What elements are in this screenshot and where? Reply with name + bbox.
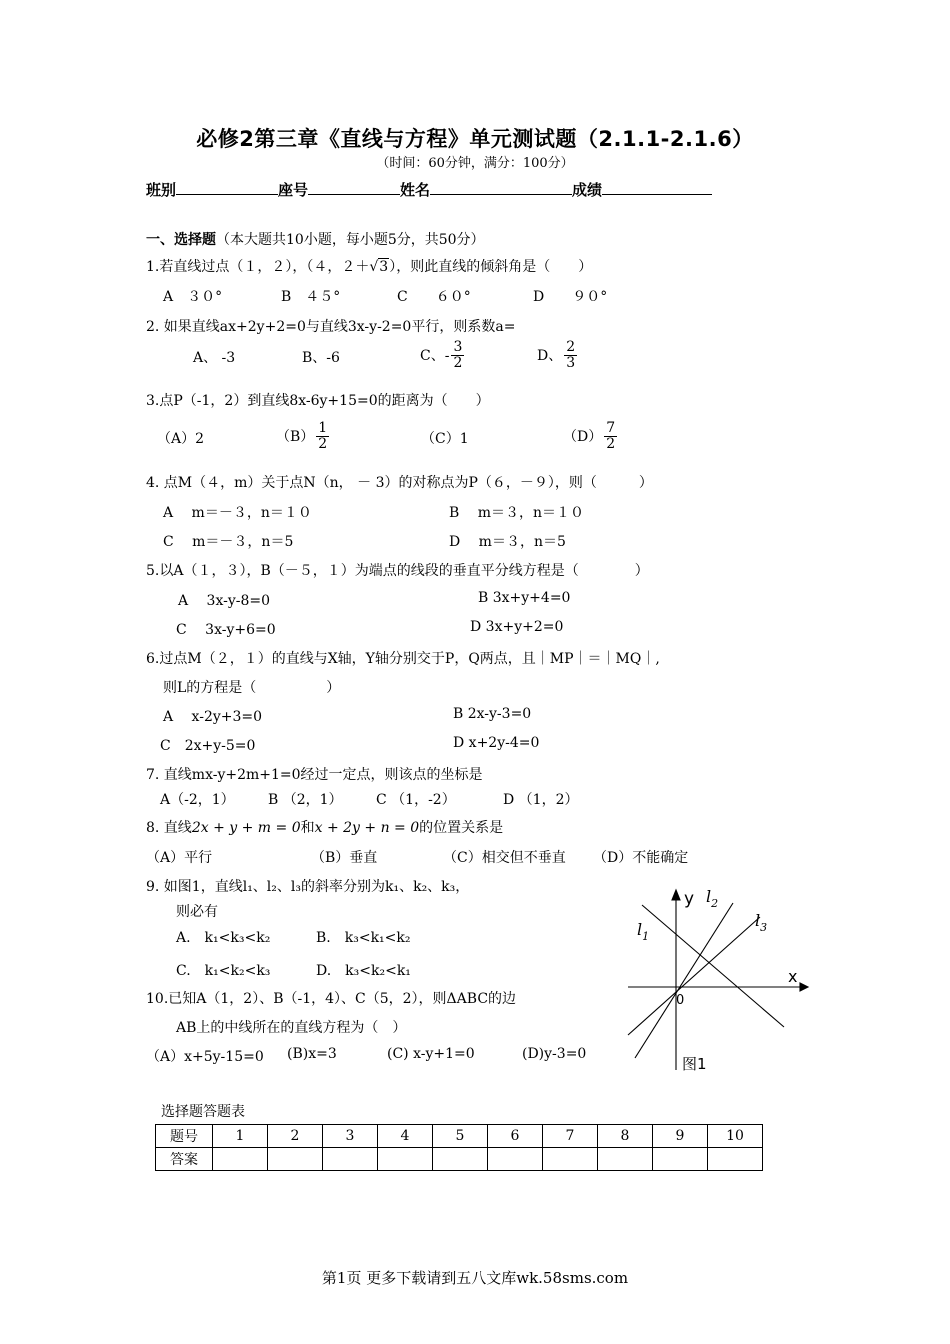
question-8-stem: [146, 817, 503, 837]
answer-table-caption: 选择题答题表: [161, 1104, 245, 1120]
q6-option-b: B 2x-y-3=0: [453, 706, 532, 722]
q8-option-a: （A）平行: [146, 850, 213, 866]
q8-equation-2: x + 2y + n = 0: [314, 820, 420, 836]
q5-option-a: A 3x-y-8=0: [178, 593, 271, 609]
question-number-cell: 2: [268, 1125, 323, 1148]
q3-b-num: 1: [318, 420, 328, 436]
table-row-answers: [156, 1148, 763, 1171]
q8-option-c: （C）相交但不垂直: [443, 850, 566, 866]
figure-caption: 图1: [682, 1055, 707, 1073]
section-title: 一、选择题: [146, 232, 216, 248]
question-number-cell: 1: [213, 1125, 268, 1148]
question-number-cell: 8: [598, 1125, 653, 1148]
question-number-cell: 4: [378, 1125, 433, 1148]
l1-label: $l_1$: [637, 920, 650, 943]
table-row-numbers: [156, 1125, 763, 1148]
q2-option-c: [420, 340, 466, 372]
page-footer: 第1页 更多下载请到五八文库wk.58sms.com: [321, 1269, 629, 1287]
page-subtitle: （时间：60分钟，满分：100分）: [376, 156, 574, 171]
q3-option-b: [276, 421, 331, 453]
q1-stem-b: ），则此直线的倾斜角是（ ）: [389, 259, 593, 275]
question-7-stem: 7. 直线mx-y+2m+1=0经过一定点，则该点的坐标是: [146, 767, 483, 783]
q9-option-d: D. k₃<k₂<k₁: [316, 963, 411, 979]
question-number-cell: 6: [488, 1125, 543, 1148]
q6-option-d: D x+2y-4=0: [453, 735, 540, 751]
q2-c-den: 2: [453, 355, 463, 372]
q7-option-c: C （1，-2）: [376, 792, 456, 808]
answer-cell[interactable]: [708, 1148, 763, 1171]
q8-stem-b: 的位置关系是: [419, 820, 504, 836]
q1-stem-a: 1.若直线过点（１，２），（４，２＋: [146, 259, 370, 275]
score-blank[interactable]: [602, 178, 712, 195]
line-l2: [635, 903, 733, 1058]
seat-label: 座号: [278, 181, 309, 199]
question-9-stem-a: 9. 如图1，直线l₁、l₂、l₃的斜率分别为k₁、k₂、k₃，: [146, 879, 470, 895]
question-6-stem-b: 则L的方程是（ ）: [163, 680, 341, 696]
question-number-cell: 7: [543, 1125, 598, 1148]
q4-option-a: A m＝－３，n＝１０: [163, 505, 312, 521]
question-10-stem-b: AB上的中线所在的直线方程为（ ）: [176, 1020, 407, 1036]
question-number-cell: 3: [323, 1125, 378, 1148]
q7-option-d: D （1，2）: [503, 792, 579, 808]
l3-label: $l_3$: [755, 911, 768, 934]
class-blank[interactable]: [176, 178, 278, 195]
q3-d-prefix: （D）: [563, 428, 603, 445]
q4-option-c: C m＝－３，n＝5: [163, 534, 294, 550]
q4-option-d: D m＝３，n＝5: [449, 534, 566, 550]
q8-option-d: （D）不能确定: [593, 850, 689, 866]
answer-cell[interactable]: [323, 1148, 378, 1171]
q7-option-a: A（-2，1）: [160, 792, 235, 808]
question-4-stem: 4. 点M（４，m）关于点N（n， － 3）的对称点为P（６，－９），则（ ）: [146, 475, 653, 491]
question-number-cell: 10: [708, 1125, 763, 1148]
q2-option-d: [537, 340, 579, 372]
q2-d-fraction: [564, 340, 577, 372]
q10-option-d: (D)y-3=0: [522, 1046, 587, 1062]
q10-option-b: (B)x=3: [287, 1046, 337, 1062]
question-number-cell: 5: [433, 1125, 488, 1148]
q3-option-d: [563, 421, 619, 453]
q8-equation-1: 2x + y + m = 0: [191, 820, 301, 836]
q8-stem-mid: 和: [300, 820, 315, 836]
answer-cell[interactable]: [378, 1148, 433, 1171]
q10-option-c: (C) x-y+1=0: [387, 1046, 475, 1062]
question-number-cell: 9: [653, 1125, 708, 1148]
answer-table: [155, 1124, 763, 1171]
page-title: 必修2第三章《直线与方程》单元测试题（2.1.1-2.1.6）: [196, 127, 754, 151]
answer-cell[interactable]: [433, 1148, 488, 1171]
q7-option-b: B （2，1）: [268, 792, 343, 808]
name-label: 姓名: [400, 181, 431, 199]
answer-cell[interactable]: [653, 1148, 708, 1171]
q1-option-b: B ４５°: [281, 289, 341, 305]
row-label-number: 题号: [156, 1125, 213, 1148]
y-axis-arrow-icon: [672, 890, 680, 900]
question-1-stem: [146, 256, 592, 276]
q2-d-den: 3: [566, 355, 576, 372]
q3-b-fraction: [316, 421, 329, 453]
q6-option-a: A x-2y+3=0: [163, 709, 263, 725]
x-axis-label: x: [788, 967, 798, 986]
q3-d-fraction: [604, 421, 617, 453]
question-9-stem-b: 则必有: [176, 904, 218, 920]
figure-1-lines-diagram: [620, 880, 815, 1075]
q6-option-c: C 2x+y-5=0: [160, 738, 256, 754]
q1-option-c: C ６０°: [397, 289, 471, 305]
question-2-stem: 2. 如果直线ax+2y+2=0与直线3x-y-2=0平行，则系数a=: [146, 319, 516, 335]
row-label-answer: 答案: [156, 1148, 213, 1171]
x-axis-arrow-icon: [800, 983, 808, 991]
question-3-stem: 3.点P（-1，2）到直线8x-6y+15=0的距离为（ ）: [146, 393, 490, 409]
answer-cell[interactable]: [488, 1148, 543, 1171]
name-blank[interactable]: [430, 178, 572, 195]
q5-option-b: B 3x+y+4=0: [478, 590, 571, 606]
question-6-stem-a: 6.过点M（２，１）的直线与X轴，Y轴分别交于P，Q两点，且｜MP｜＝｜MQ｜,: [146, 651, 660, 667]
q3-option-c: （C）1: [421, 431, 469, 447]
q3-d-num: 7: [606, 420, 616, 436]
seat-blank[interactable]: [308, 178, 400, 195]
q1-option-d: D ９０°: [533, 289, 608, 305]
origin-label: 0: [676, 993, 685, 1008]
q9-option-a: A. k₁<k₃<k₂: [176, 930, 271, 946]
q1-option-a: A ３０°: [163, 289, 223, 305]
y-axis-label: y: [684, 889, 695, 909]
section-heading: [146, 229, 485, 249]
section-note: （本大题共10小题，每小题5分，共50分）: [216, 232, 485, 248]
q2-option-b: B、-6: [302, 350, 340, 366]
q2-c-num: 3: [453, 339, 463, 355]
q4-option-b: B m＝３，n＝１０: [449, 505, 585, 521]
q5-option-c: C 3x-y+6=0: [176, 622, 276, 638]
q9-option-b: B. k₃<k₁<k₂: [316, 930, 411, 946]
student-info-line: [146, 178, 712, 200]
q2-d-num: 2: [566, 339, 576, 355]
question-10-stem-a: 10.已知A（1，2）、B（-1，4）、C（5，2），则ΔABC的边: [146, 991, 517, 1007]
q3-b-den: 2: [318, 436, 328, 453]
q2-option-a: A、 -3: [193, 350, 236, 366]
answer-cell[interactable]: [543, 1148, 598, 1171]
q2-c-fraction: [451, 340, 464, 372]
q2-c-prefix: C、-: [420, 347, 450, 364]
score-label: 成绩: [572, 181, 603, 199]
q3-option-a: （A）2: [157, 431, 205, 447]
q8-option-b: （B）垂直: [311, 850, 378, 866]
q9-option-c: C. k₁<k₂<k₃: [176, 963, 271, 979]
answer-cell[interactable]: [268, 1148, 323, 1171]
q3-b-prefix: （B）: [276, 428, 315, 445]
sqrt-symbol: √: [369, 259, 379, 275]
q10-option-a: （A）x+5y-15=0: [146, 1049, 264, 1065]
q1-sqrt-value: 3: [379, 259, 389, 275]
l2-label: $l_2$: [706, 887, 719, 910]
answer-cell[interactable]: [213, 1148, 268, 1171]
q2-d-prefix: D、: [537, 347, 563, 364]
question-5-stem: 5.以A（１，３），B（－５，１）为端点的线段的垂直平分线方程是（ ）: [146, 563, 649, 579]
q8-stem-a: 8. 直线: [146, 820, 192, 836]
class-label: 班别: [146, 181, 177, 199]
answer-cell[interactable]: [598, 1148, 653, 1171]
q5-option-d: D 3x+y+2=0: [470, 619, 564, 635]
q3-d-den: 2: [606, 436, 616, 453]
